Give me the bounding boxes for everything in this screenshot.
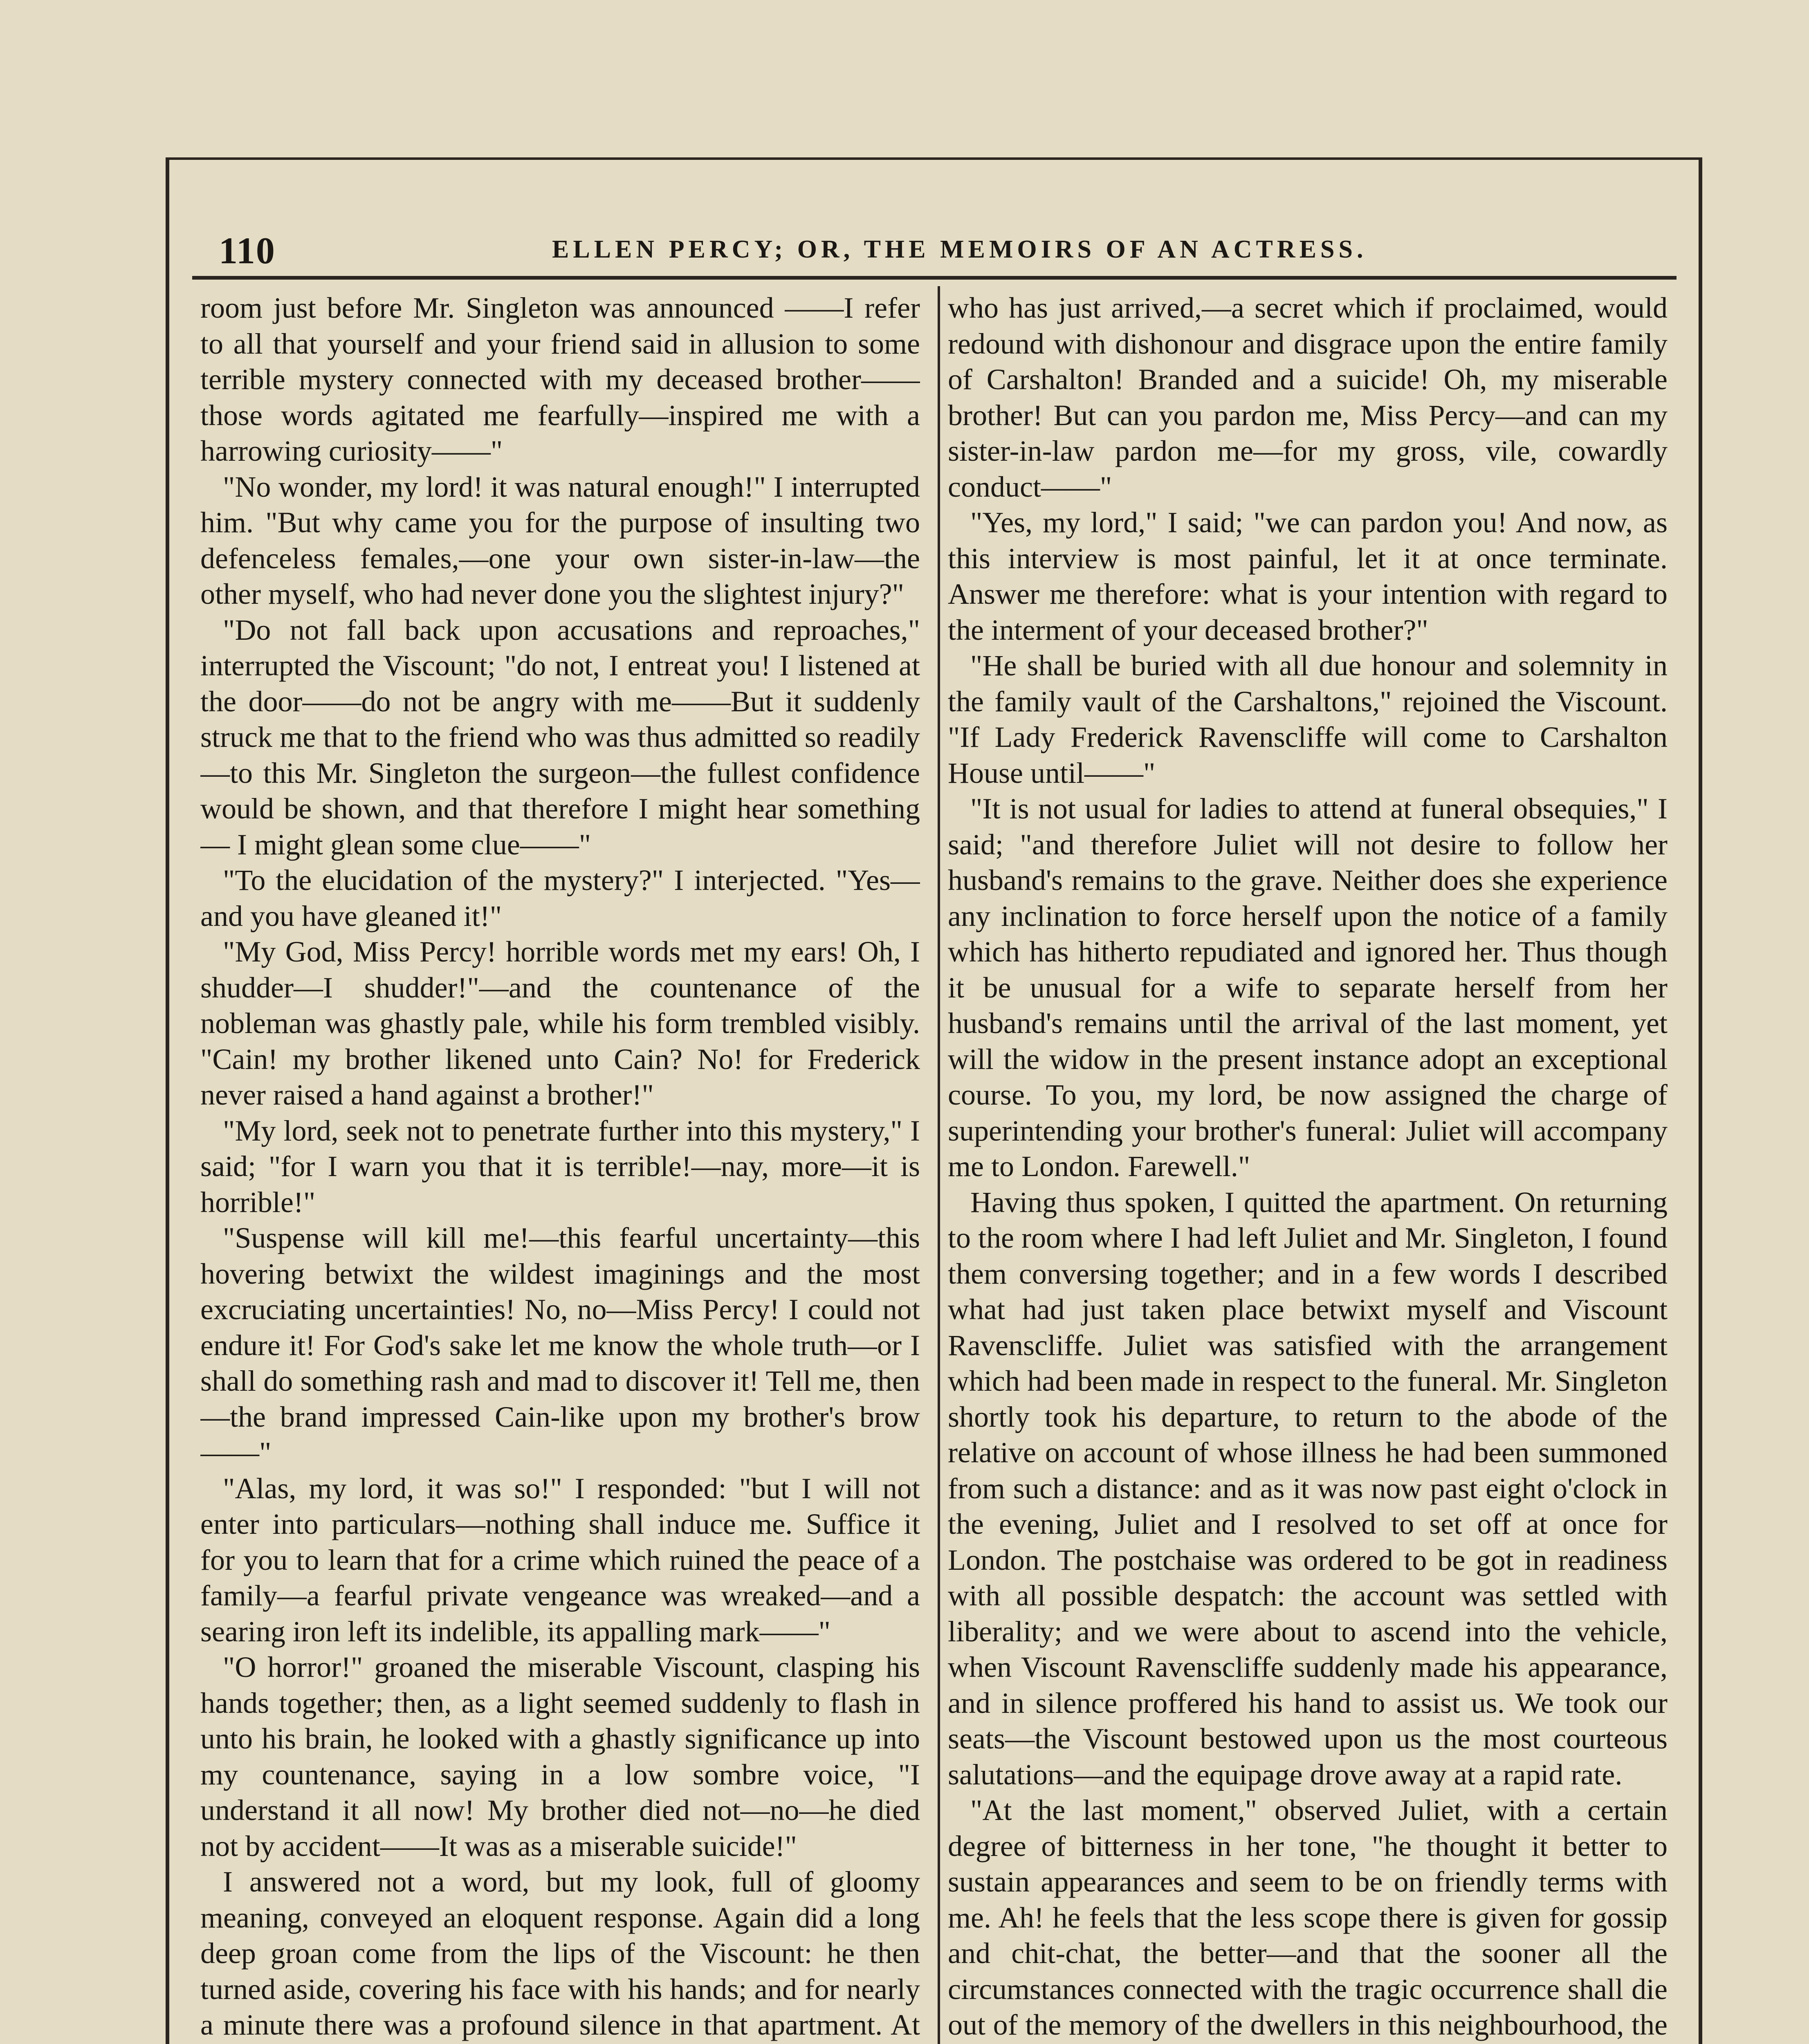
paragraph: "No wonder, my lord! it was natural enough!" I interrupted him. "But why came you for the purpose of insulting two defenceless females,—one your own sister-in-law—the other myself, who had never done you the slightest injury?" bbox=[200, 470, 920, 610]
paragraph: "Do not fall back upon accusations and reproaches," interrupted the Viscount; "do not, I entreat you! I listened at the door——do not be angry with me——But it suddenly struck me that to the friend who was thus admitted so readily—to this Mr. Singleton the surgeon—the fullest confidence would be shown, and that therefore I might hear something — I might glean some clue——" bbox=[200, 613, 920, 861]
paragraph: who has just arrived,—a secret which if proclaimed, would redound with dishonour and disgrace upon the entire family of Carshalton! Branded and a suicide! Oh, my miserable brother! But can you pardon me, Miss Percy—and can my sister-in-law pardon me—for my gross, vile, cowardly conduct——" bbox=[948, 291, 1668, 503]
right-column bbox=[948, 290, 1668, 2044]
paragraph: I answered not a word, but my look, full of gloomy meaning, conveyed an eloquent response. Again did a long deep groan come from the lips of the Viscount: he then turned aside, covering his face with his hands; and for nearly a minute there was a profound silence in that apartment. At bbox=[200, 1865, 920, 2041]
paragraph: Having thus spoken, I quitted the apartment. On returning to the room where I had left Juliet and Mr. Singleton, I found them conversing together; and in a few words I described what had just taken place betwixt myself and Viscount Ravenscliffe. Juliet was satisfied with the arrangement which had been made in respect to the funeral. Mr. Singleton shortly took his departure, to return to the abode of the relative on account of whose illness he had been summoned from such a distance: and as it was now past eight o'clock in the evening, Juliet and I resolved to set off at once for London. The postchaise was ordered to be got in readiness with all possible despatch: the account was settled with liberality; and we were about to ascend into the vehicle, when Viscount Ravenscliffe suddenly made his appearance, and in silence proffered his hand to assist us. We took our seats—the Viscount bestowed upon us the most courteous salutations—and the equipage drove away at a rapid rate. bbox=[948, 1186, 1668, 1791]
column-divider bbox=[938, 286, 940, 2044]
paragraph: "Alas, my lord, it was so!" I responded: "but I will not enter into particulars—nothing shall induce me. Suffice it for you to learn that for a crime which ruined the peace of a family—a fearful private vengeance was wreaked—and a searing iron left its indelible, its appalling mark——" bbox=[200, 1472, 920, 1648]
paragraph: "To the elucidation of the mystery?" I interjected. "Yes—and you have gleaned it!" bbox=[200, 864, 920, 932]
paragraph: room just before Mr. Singleton was announced ——I refer to all that yourself and your friend said in allusion to some terrible mystery connected with my deceased brother——those words agitated me fearfully—inspired me with a harrowing curiosity——" bbox=[200, 291, 920, 467]
paragraph: "At the last moment," observed Juliet, with a certain degree of bitterness in her tone, "he thought it better to sustain appearances and seem to be on friendly terms with me. Ah! he feels that the less scope there is given for gossip and chit-chat, the better—and that the sooner all the circumstances connected with the tragic occurrence shall die out of the memory of the dwellers in this neighbourhood, the bbox=[948, 1794, 1668, 2041]
left-column bbox=[200, 290, 920, 2044]
paragraph: "He shall be buried with all due honour and solemnity in the family vault of the Carshaltons," rejoined the Viscount. "If Lady Frederick Ravenscliffe will come to Carshalton House until——" bbox=[948, 649, 1668, 789]
paragraph: "O horror!" groaned the miserable Viscount, clasping his hands together; then, as a light seemed suddenly to flash in unto his brain, he looked with a ghastly significance up into my countenance, saying in a low sombre voice, "I understand it all now! My brother died not—no—he died not by accident——It was as a miserable suicide!" bbox=[200, 1651, 920, 1862]
paragraph: "Suspense will kill me!—this fearful uncertainty—this hovering betwixt the wildest imaginings and the most excruciating uncertainties! No, no—Miss Percy! I could not endure it! For God's sake let me know the whole truth—or I shall do something rash and mad to discover it! Tell me, then—the brand impressed Cain-like upon my brother's brow——" bbox=[200, 1221, 920, 1469]
running-head: ELLEN PERCY; OR, THE MEMOIRS OF AN ACTRESS. bbox=[552, 235, 1367, 263]
paragraph: "Yes, my lord," I said; "we can pardon you! And now, as this interview is most painful, let it at once terminate. Answer me therefore: what is your intention with regard to the interment of your deceased brother?" bbox=[948, 506, 1668, 646]
paragraph: "My lord, seek not to penetrate further into this mystery," I said; "for I warn you that it is terrible!—nay, more—it is horrible!" bbox=[200, 1114, 920, 1219]
header-rule bbox=[192, 276, 1677, 280]
page-number: 110 bbox=[219, 230, 276, 271]
paragraph: "It is not usual for ladies to attend at funeral obsequies," I said; "and therefore Juliet will not desire to follow her husband's remains to the grave. Neither does she experience any inclination to force herself upon the notice of a family which has hitherto repudiated and ignored her. Thus though it be unusual for a wife to separate herself from her husband's remains until the arrival of the last moment, yet will the widow in the present instance adopt an exceptional course. To you, my lord, be now assigned the charge of superintending your brother's funeral: Juliet will accompany me to London. Farewell." bbox=[948, 792, 1668, 1183]
paragraph: "My God, Miss Percy! horrible words met my ears! Oh, I shudder—I shudder!"—and the countenance of the nobleman was ghastly pale, while his form trembled visibly. "Cain! my brother likened unto Cain? No! for Frederick never raised a hand against a brother!" bbox=[200, 935, 920, 1111]
